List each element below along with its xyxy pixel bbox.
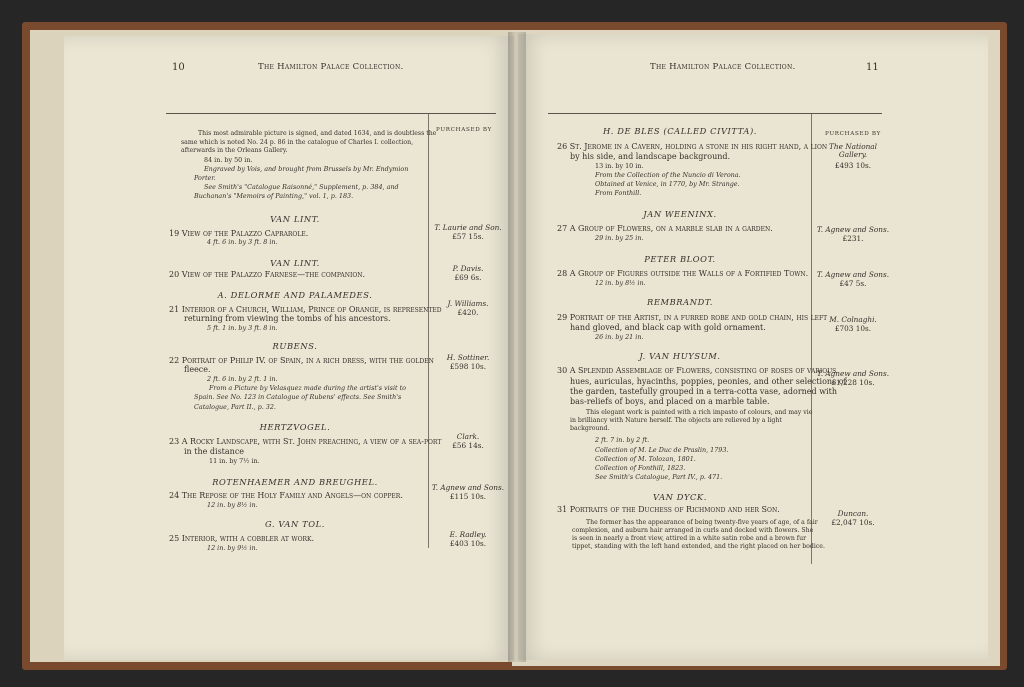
artist-heading: VAN DYCK. — [653, 492, 707, 502]
artist-heading: ROTENHAEMER AND BREUGHEL. — [212, 477, 378, 487]
buyer-name: T. Agnew and Sons. — [816, 270, 890, 279]
buyer-cell — [430, 224, 506, 241]
buyer-cell — [814, 143, 892, 169]
entry-title: 27 A Group of Flowers, on a marble slab in a garden. — [557, 224, 773, 233]
artist-heading: VAN LINT. — [270, 258, 320, 268]
entry-detail: 29 in. by 25 in. — [595, 234, 644, 242]
buyer-name: E. Radley. — [449, 530, 487, 539]
entry-title: 28 A Group of Figures outside the Walls of a Fortified Town. — [557, 269, 809, 278]
right-purchased-by-header: PURCHASED BY — [824, 131, 882, 137]
buyer-name: Clark. — [456, 432, 480, 441]
buyer-price: £1,228 10s. — [831, 378, 875, 388]
buyer-price: £420. — [457, 308, 479, 318]
buyer-cell — [814, 226, 892, 243]
entry-title: 25 Interior, with a cobbler at work. — [169, 534, 315, 543]
intro-line: Porter. — [194, 174, 216, 182]
entry-title: 31 Portraits of the Duchess of Richmond and her Son. — [557, 505, 780, 514]
buyer-name: M. Colnaghi. — [829, 315, 877, 324]
entry-note: This elegant work is painted with a rich impasto of colours, and may vie — [586, 409, 813, 416]
left-folio: 10 — [172, 62, 185, 73]
right-purchase-divider — [811, 114, 812, 564]
left-running-head: The Hamilton Palace Collection. — [258, 62, 404, 72]
buyer-cell — [430, 531, 506, 548]
left-purchase-divider — [428, 114, 429, 548]
entry-detail: returning from viewing the tombs of his ancestors. — [184, 314, 391, 323]
entry-detail: 2 ft. 6 in. by 2 ft. 1 in. — [207, 375, 278, 383]
artist-heading: VAN LINT. — [270, 214, 320, 224]
artist-heading: REMBRANDT. — [647, 297, 713, 307]
entry-detail: fleece. — [184, 365, 211, 374]
buyer-price: £115 10s. — [449, 492, 487, 502]
intro-line: Engraved by Vois, and brought from Brussels by Mr. Endymion — [204, 165, 409, 173]
intro-line: afterwards in the Orleans Gallery. — [181, 147, 288, 154]
entry-detail: 11 in. by 7½ in. — [209, 457, 260, 465]
entry-title: 19 View of the Palazzo Caprarole. — [169, 229, 309, 238]
artist-heading: RUBENS. — [272, 341, 318, 351]
buyer-name: P. Davis. — [452, 264, 484, 273]
entry-detail: 2 ft. 7 in. by 2 ft. — [595, 436, 650, 444]
artist-heading: PETER BLOOT. — [644, 254, 716, 264]
entry-detail: See Smith's Catalogue, Part IV., p. 471. — [595, 473, 723, 481]
entry-detail: 13 in. by 10 in. — [595, 162, 644, 170]
buyer-price: £56 14s. — [452, 441, 484, 451]
entry-detail: From the Collection of the Nuncio di Verona. — [595, 171, 741, 179]
buyer-name: T. Agnew and Sons. — [816, 369, 890, 378]
buyer-cell — [814, 510, 892, 527]
buyer-name: H. Sottiner. — [446, 353, 490, 362]
entry-note: The former has the appearance of being twenty-five years of age, of a fair — [586, 519, 818, 526]
entry-detail: From a Picture by Velasquez made during the artist's visit to — [209, 384, 407, 392]
buyer-cell — [430, 484, 506, 501]
intro-line: 84 in. by 50 in. — [204, 156, 253, 164]
entry-detail: by his side, and landscape background. — [570, 152, 731, 161]
entry-detail: Collection of M. Le Duc de Praslin, 1793. — [595, 446, 729, 454]
left-purchased-by-header: PURCHASED BY — [435, 127, 493, 133]
entry-title: 29 Portrait of the Artist, in a furred robe and gold chain, his left — [557, 313, 828, 322]
buyer-name: J. Williams. — [447, 299, 489, 308]
entry-detail: hand gloved, and black cap with gold ornament. — [570, 323, 766, 332]
entry-note: is seen in nearly a front view, attired in a white satin robe and a brown fur — [572, 535, 807, 542]
entry-detail: in the distance — [184, 447, 245, 456]
buyer-price: £47 5s. — [839, 279, 867, 289]
buyer-cell — [814, 271, 892, 288]
entry-note: in brilliancy with Nature herself. The objects are relieved by a light — [570, 417, 782, 424]
intro-line: This most admirable picture is signed, and dated 1634, and is doubtless the — [198, 130, 437, 137]
buyer-name: T. Agnew and Sons. — [816, 225, 890, 234]
entry-note: complexion, and auburn hair arranged in curls and decked with flowers. She — [572, 527, 814, 534]
buyer-cell — [430, 300, 506, 317]
entry-detail: 12 in. by 9½ in. — [207, 544, 258, 552]
buyer-price: £231. — [842, 234, 864, 244]
entry-title: 26 St. Jerome in a Cavern, holding a stone in his right hand, a lion — [557, 142, 828, 151]
buyer-name: The National Gallery. — [829, 142, 877, 160]
entry-detail: From Fonthill. — [595, 189, 642, 197]
entry-title: 20 View of the Palazzo Farnese—the companion. — [169, 270, 366, 279]
intro-line: Buchanan's "Memoirs of Painting," vol. 1, p. 183. — [194, 192, 354, 200]
buyer-price: £598 10s. — [449, 362, 487, 372]
entry-detail: the garden, tastefully grouped in a terra-cotta vase, adorned with — [570, 387, 837, 396]
left-header-rule — [166, 113, 496, 114]
entry-detail: 12 in. by 8½ in. — [207, 501, 258, 509]
entry-detail: 12 in. by 8½ in. — [595, 279, 646, 287]
buyer-price: £57 15s. — [452, 232, 484, 242]
entry-title: 22 Portrait of Philip IV. of Spain, in a rich dress, with the golden — [169, 356, 434, 365]
entry-detail: bas-reliefs of boys, and placed on a marble table. — [570, 397, 770, 406]
artist-heading: HERTZVOGEL. — [259, 422, 331, 432]
buyer-name: Duncan. — [837, 509, 869, 518]
entry-detail: hues, auriculas, hyacinths, poppies, peonies, and other selections of — [570, 377, 847, 386]
entry-title: 23 A Rocky Landscape, with St. John preaching, a view of a sea-port — [169, 437, 442, 446]
entry-note: tippet, standing with the left hand extended, and the right placed on her bodice. — [572, 543, 825, 550]
entry-note: background. — [570, 425, 610, 432]
buyer-name: T. Agnew and Sons. — [431, 483, 505, 492]
buyer-price: £403 10s. — [449, 539, 487, 549]
buyer-price: £493 10s. — [834, 160, 872, 170]
entry-detail: 4 ft. 6 in. by 3 ft. 8 in. — [207, 238, 278, 246]
buyer-cell — [814, 370, 892, 387]
buyer-cell — [430, 354, 506, 371]
artist-heading: A. DELORME AND PALAMEDES. — [217, 290, 373, 300]
entry-title: 24 The Repose of the Holy Family and Angels—on copper. — [169, 491, 403, 500]
entry-detail: Collection of Fonthill, 1823. — [595, 464, 686, 472]
entry-title: 21 Interior of a Church, William, Prince of Orange, is represented — [169, 305, 442, 314]
entry-detail: Collection of M. Tolozan, 1801. — [595, 455, 696, 463]
buyer-price: £69 6s. — [454, 273, 482, 283]
entry-detail: 5 ft. 1 in. by 3 ft. 8 in. — [207, 324, 278, 332]
right-folio: 11 — [866, 62, 879, 73]
buyer-cell — [814, 316, 892, 333]
right-header-rule — [548, 113, 882, 114]
intro-line: same which is noted No. 24 p. 86 in the catalogue of Charles I. collection, — [181, 139, 414, 146]
buyer-price: £2,047 10s. — [831, 518, 875, 528]
buyer-price: £703 10s. — [834, 324, 872, 334]
entry-detail: Catalogue, Part II., p. 32. — [194, 403, 276, 411]
entry-detail: Obtained at Venice, in 1770, by Mr. Strange. — [595, 180, 740, 188]
buyer-name: T. Laurie and Son. — [434, 223, 502, 232]
artist-heading: JAN WEENINX. — [643, 209, 717, 219]
intro-line: See Smith's "Catalogue Raisonné," Supplement, p. 384, and — [204, 183, 399, 191]
entry-title: 30 A Splendid Assemblage of Flowers, consisting of roses of various — [557, 366, 837, 375]
entry-detail: Spain. See No. 123 in Catalogue of Rubens' effects. See Smith's — [194, 393, 402, 401]
artist-heading: G. VAN TOL. — [264, 519, 325, 529]
book-gutter — [508, 32, 526, 662]
artist-heading: H. DE BLES (CALLED CIVITTA). — [602, 126, 758, 136]
artist-heading: J. VAN HUYSUM. — [639, 351, 721, 361]
buyer-cell — [430, 265, 506, 282]
buyer-cell — [430, 433, 506, 450]
entry-detail: 26 in. by 21 in. — [595, 333, 644, 341]
right-running-head: The Hamilton Palace Collection. — [650, 62, 796, 72]
